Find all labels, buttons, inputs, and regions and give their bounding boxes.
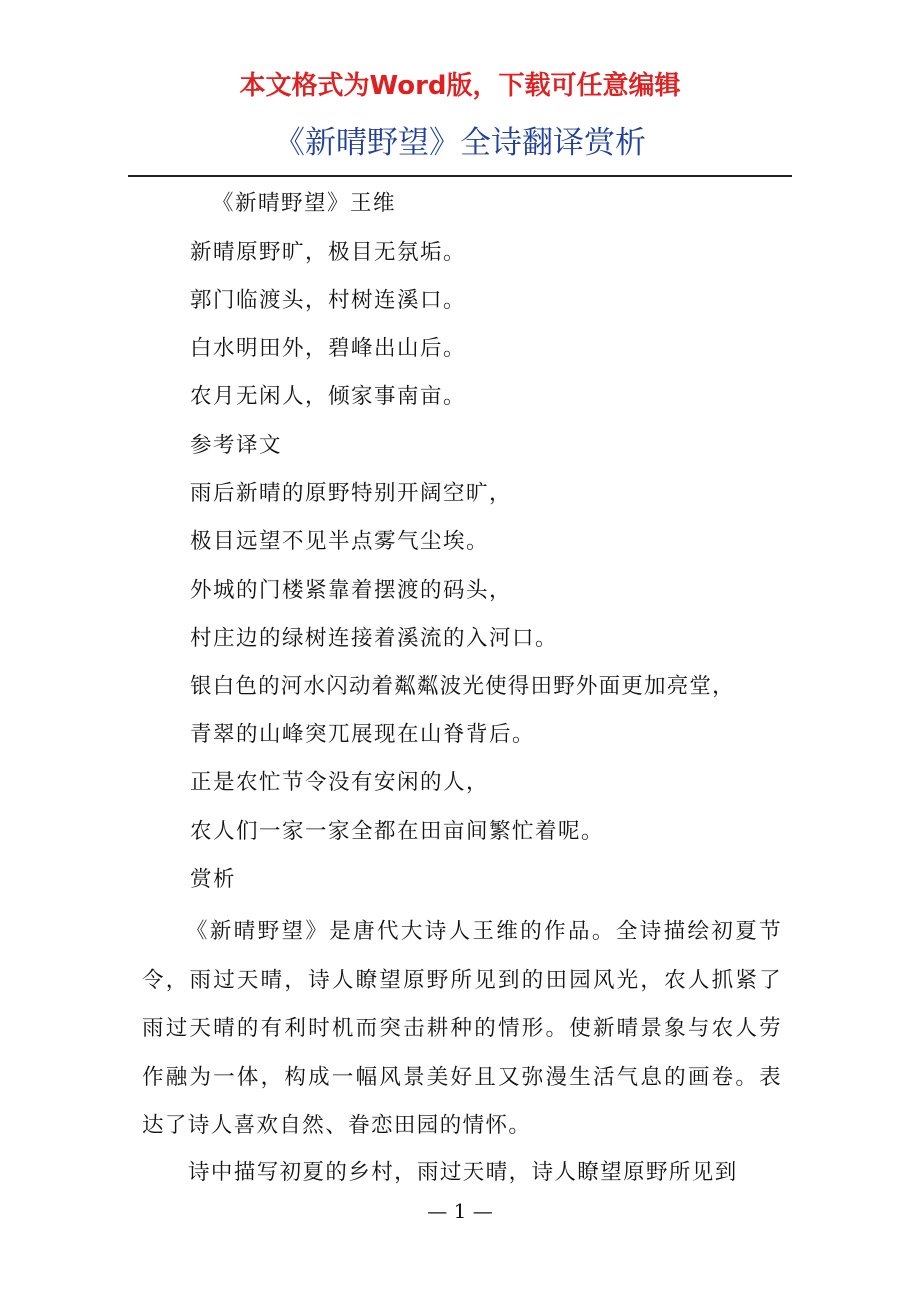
translation-line: 农人们一家一家全都在田亩间繁忙着呢。 xyxy=(190,819,605,844)
analysis-heading: 赏析 xyxy=(190,867,237,892)
translation-line: 外城的门楼紧靠着摆渡的码头， xyxy=(190,578,513,603)
poem-line: 新晴原野旷，极目无氛垢。 xyxy=(190,240,467,265)
translation-line: 银白色的河水闪动着粼粼波光使得田野外面更加亮堂， xyxy=(190,674,735,699)
translation-line: 青翠的山峰突兀展现在山脊背后。 xyxy=(190,722,536,747)
title-divider xyxy=(128,175,792,177)
translation-line: 极目远望不见半点雾气尘埃。 xyxy=(190,529,490,554)
analysis-paragraph-continued: 诗中描写初夏的乡村，雨过天晴，诗人瞭望原野所见到 xyxy=(188,1160,738,1185)
translation-line: 正是农忙节令没有安闲的人， xyxy=(190,770,490,795)
poem-line: 农月无闲人，倾家事南亩。 xyxy=(190,384,467,409)
translation-line: 村庄边的绿树连接着溪流的入河口。 xyxy=(190,626,559,651)
poem-line: 白水明田外，碧峰出山后。 xyxy=(190,336,467,361)
analysis-paragraph: 《新晴野望》是唐代大诗人王维的作品。全诗描绘初夏节令，雨过天晴，诗人瞭望原野所见到的田园风光，农人抓紧了雨过天晴的有利时机而突击耕种的情形。使新晴景象与农人劳作融为一体，构成一幅风景美好且又弥漫生活气息的画卷。表达了诗人喜欢自然、眷恋田园的情怀。 xyxy=(142,919,782,1138)
translation-line: 雨后新晴的原野特别开阔空旷， xyxy=(190,481,513,506)
page-number: — 1 — xyxy=(427,1199,493,1223)
format-banner: 本文格式为Word版，下载可任意编辑 xyxy=(239,71,681,101)
translation-heading: 参考译文 xyxy=(190,433,283,458)
poem-heading: 《新晴野望》王维 xyxy=(212,191,397,216)
poem-line: 郭门临渡头，村树连溪口。 xyxy=(190,288,467,313)
document-title: 《新晴野望》全诗翻译赏析 xyxy=(274,125,646,161)
